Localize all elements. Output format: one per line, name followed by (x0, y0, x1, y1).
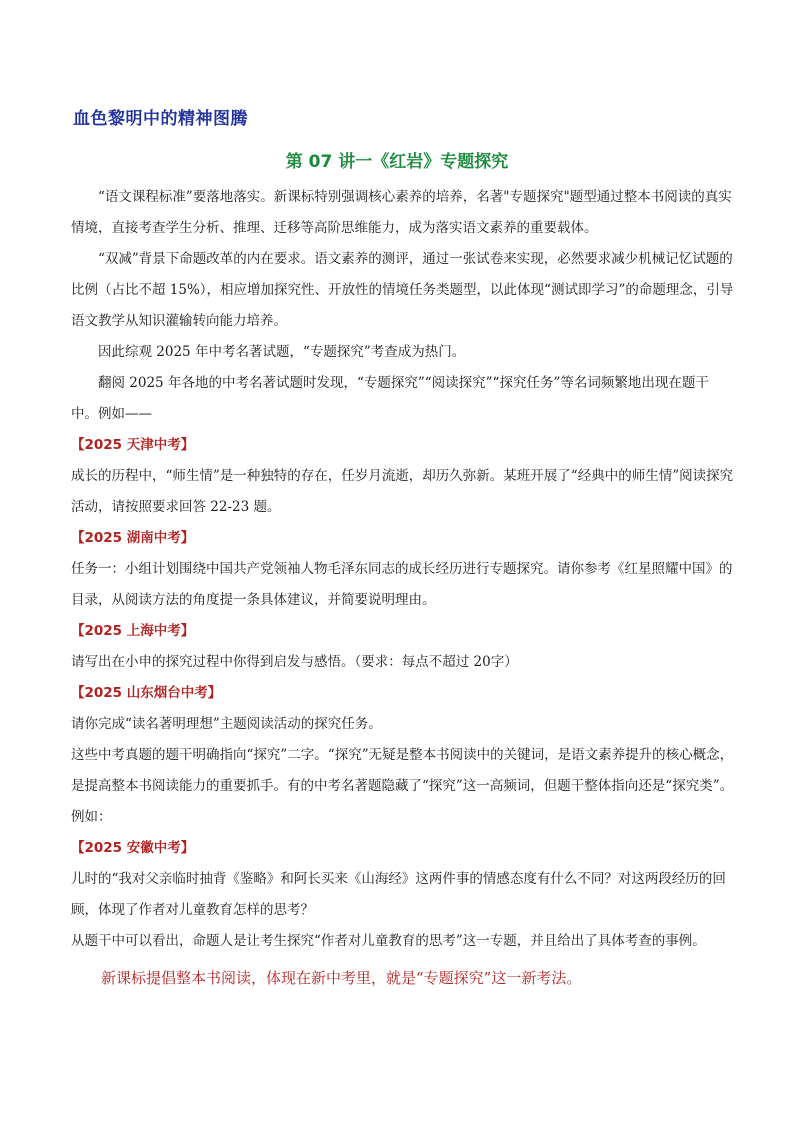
intro-paragraph-4: 翻阅 2025 年各地的中考名著试题时发现，“专题探究”“阅读探究”“探究任务”等名词频繁地出现在题干中。例如—— (71, 375, 709, 422)
intro-paragraph-2: “双减”背景下命题改革的内在要求。语文素养的测评，通过一张试卷来实现，必然要求减少机械记忆试题的比例（占比不超 15%），相应增加探究性、开放性的情境任务类题型，以此体现“测试即学习”的命题理念，引导语文教学从知识灌输转向能力培养。 (71, 251, 734, 329)
exam-text-shanghai: 请写出在小申的探究过程中你得到启发与感悟。（要求：每点不超过 20字） (71, 654, 518, 670)
lecture-title: 第 07 讲一《红岩》专题探究 (285, 152, 509, 172)
conclusion-paragraph: 新课标提倡整本书阅读，体现在新中考里，就是“专题探究”这一新考法。 (101, 969, 582, 987)
exam-tag-yantai: 【2025 山东烟台中考】 (71, 685, 222, 701)
exam-text-hunan: 任务一：小组计划围绕中国共产党领袖人物毛泽东同志的成长经历进行专题探究。请你参考《红星照耀中国》的目录，从阅读方法的角度提一条具体建议，并简要说明理由。 (71, 561, 733, 608)
exam-tag-tianjin: 【2025 天津中考】 (71, 437, 195, 453)
exam-tag-shanghai: 【2025 上海中考】 (71, 623, 195, 639)
intro-paragraph-1: “语文课程标准”要落地落实。新课标特别强调核心素养的培养，名著"专题探究"题型通过整本书阅读的真实情境，直接考查学生分析、推理、迁移等高阶思维能力，成为落实语文素养的重要载体。 (71, 189, 732, 236)
unit-title: 血色黎明中的精神图腾 (73, 109, 248, 129)
analysis-paragraph-2: 从题干中可以看出，命题人是让考生探究“作者对儿童教育的思考”这一专题，并且给出了具体考查的事例。 (71, 933, 706, 949)
exam-tag-anhui: 【2025 安徽中考】 (71, 840, 195, 856)
exam-text-anhui: 儿时的“我对父亲临时抽背《鉴略》和阿长买来《山海经》这两件事的情感态度有什么不同？对这两段经历的回顾，体现了作者对儿童教育怎样的思考？ (71, 871, 726, 918)
analysis-paragraph-1: 这些中考真题的题干明确指向“探究”二字。“探究”无疑是整本书阅读中的关键词，是语文素养提升的核心概念，是提高整本书阅读能力的重要抓手。有的中考名著题隐藏了“探究”这一高频词，但题干整体指向还是“探究类”。例如： (71, 747, 734, 825)
exam-tag-hunan: 【2025 湖南中考】 (71, 530, 195, 546)
intro-paragraph-3: 因此综观 2025 年中考名著试题，“专题探究”考查成为热门。 (98, 344, 466, 360)
document-body (71, 182, 735, 994)
exam-text-yantai: 请你完成“读名著明理想”主题阅读活动的探究任务。 (71, 716, 382, 732)
exam-text-tianjin: 成长的历程中，“师生情”是一种独特的存在，任岁月流逝，却历久弥新。某班开展了“经典中的师生情”阅读探究活动，请按照要求回答 22-23 题。 (71, 468, 734, 515)
